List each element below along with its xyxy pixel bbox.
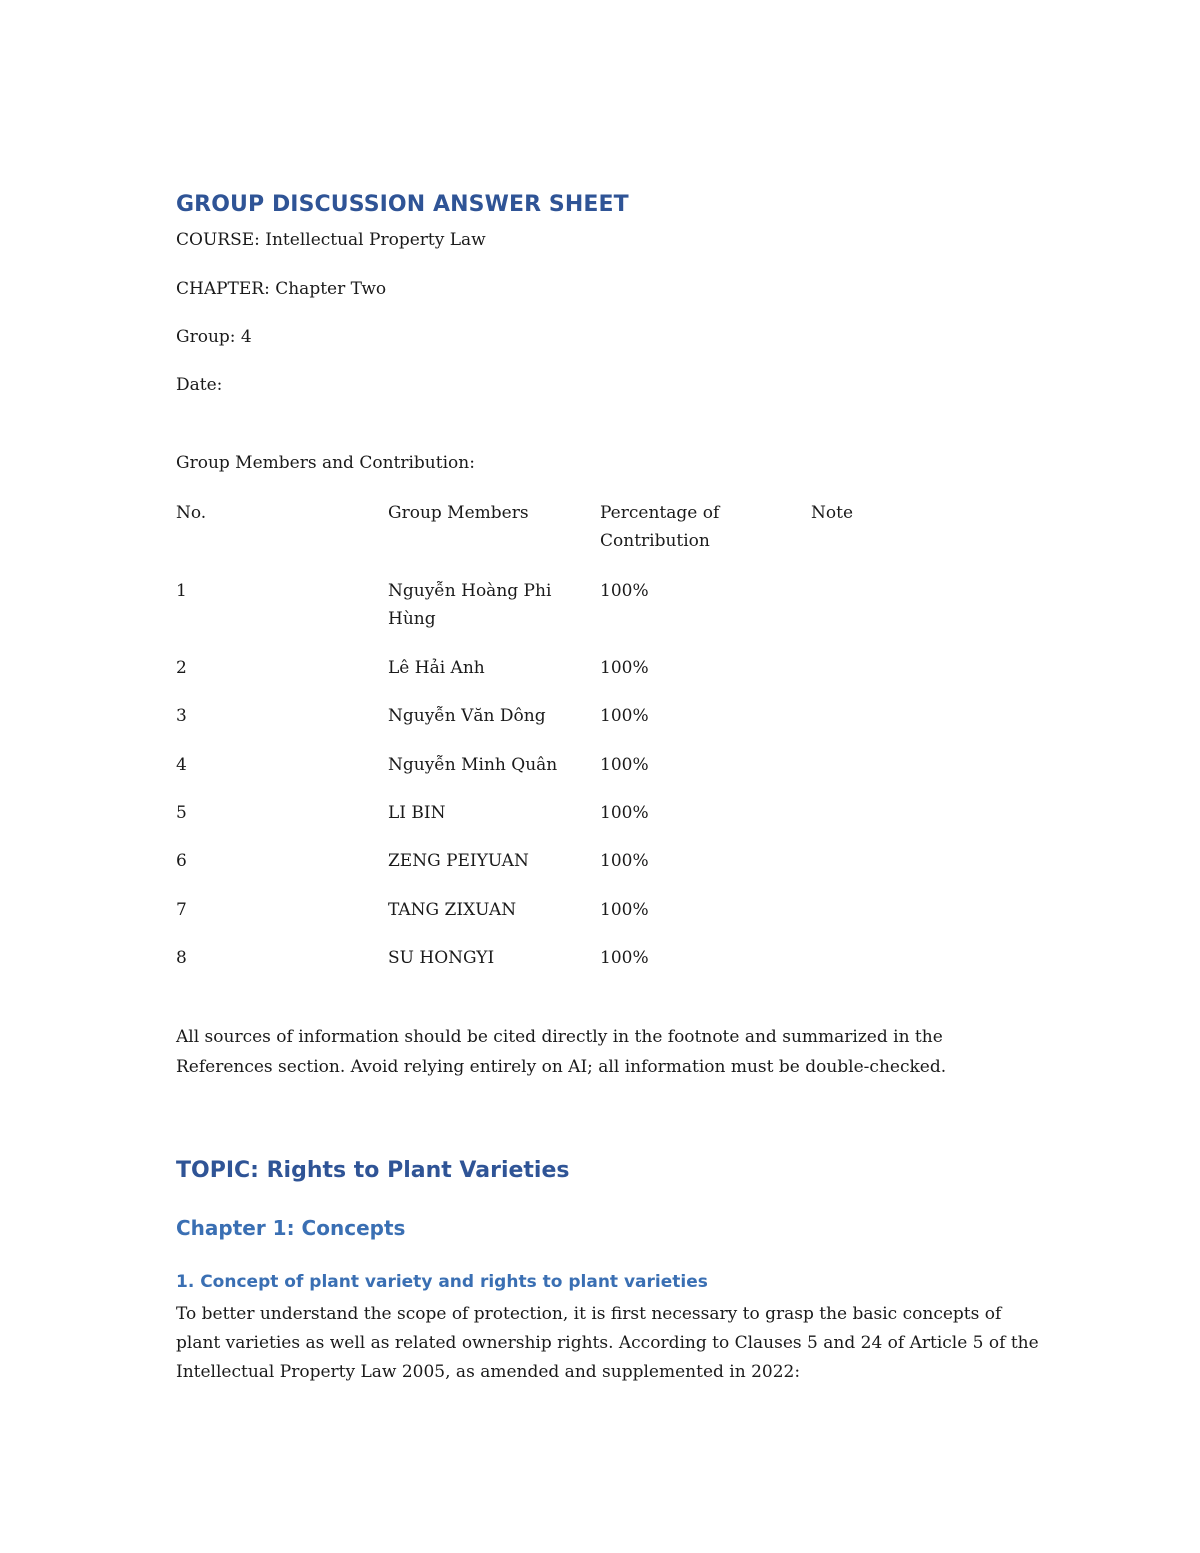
row-no: 2 bbox=[176, 658, 187, 678]
date-line: Date: bbox=[176, 375, 223, 395]
chapter-line: CHAPTER: Chapter Two bbox=[176, 279, 387, 299]
row-no: 7 bbox=[176, 900, 187, 920]
row-no: 3 bbox=[176, 706, 187, 726]
row-member-name: LI BIN bbox=[388, 803, 446, 823]
group-line: Group: 4 bbox=[176, 327, 252, 347]
row-no: 6 bbox=[176, 851, 187, 871]
row-member-name: Nguyễn Văn Dông bbox=[388, 706, 546, 726]
row-percentage: 100% bbox=[600, 900, 649, 920]
row-no: 8 bbox=[176, 948, 187, 968]
course-line: COURSE: Intellectual Property Law bbox=[176, 230, 486, 250]
header-note: Note bbox=[811, 503, 854, 523]
row-percentage: 100% bbox=[600, 851, 649, 871]
row-no: 4 bbox=[176, 755, 187, 775]
row-percentage: 100% bbox=[600, 706, 649, 726]
row-no: 5 bbox=[176, 803, 187, 823]
row-percentage: 100% bbox=[600, 948, 649, 968]
row-no: 1 bbox=[176, 581, 187, 601]
topic-heading: TOPIC: Rights to Plant Varieties bbox=[176, 1158, 570, 1183]
section-body: To better understand the scope of protection, it is first necessary to grasp the basic concepts of plant varieties as well as related ownership rights. According to Clauses 5 and 24 of Article 5 of the Intellectual Property Law 2005, as amended and supplemented in 2022: bbox=[176, 1304, 1039, 1382]
chapter-heading: Chapter 1: Concepts bbox=[176, 1216, 406, 1240]
header-percentage: Percentage of Contribution bbox=[600, 503, 720, 551]
row-member-name: Nguyễn Minh Quân bbox=[388, 755, 558, 775]
row-member-name: SU HONGYI bbox=[388, 948, 495, 968]
row-member-name: TANG ZIXUAN bbox=[388, 900, 517, 920]
row-percentage: 100% bbox=[600, 803, 649, 823]
header-no: No. bbox=[176, 503, 207, 523]
row-member-name: Lê Hải Anh bbox=[388, 658, 485, 678]
sources-note: All sources of information should be cited directly in the footnote and summarized in the References section. Avoid relying entirely on AI; all information must be double-checked. bbox=[176, 1027, 947, 1077]
section-heading: 1. Concept of plant variety and rights to plant varieties bbox=[176, 1272, 708, 1292]
row-percentage: 100% bbox=[600, 658, 649, 678]
members-heading: Group Members and Contribution: bbox=[176, 453, 475, 473]
row-percentage: 100% bbox=[600, 581, 649, 601]
document-title: GROUP DISCUSSION ANSWER SHEET bbox=[176, 192, 629, 217]
header-members: Group Members bbox=[388, 503, 529, 523]
row-percentage: 100% bbox=[600, 755, 649, 775]
row-member-name: ZENG PEIYUAN bbox=[388, 851, 529, 871]
row-member-name: Nguyễn Hoàng Phi Hùng bbox=[388, 581, 552, 629]
